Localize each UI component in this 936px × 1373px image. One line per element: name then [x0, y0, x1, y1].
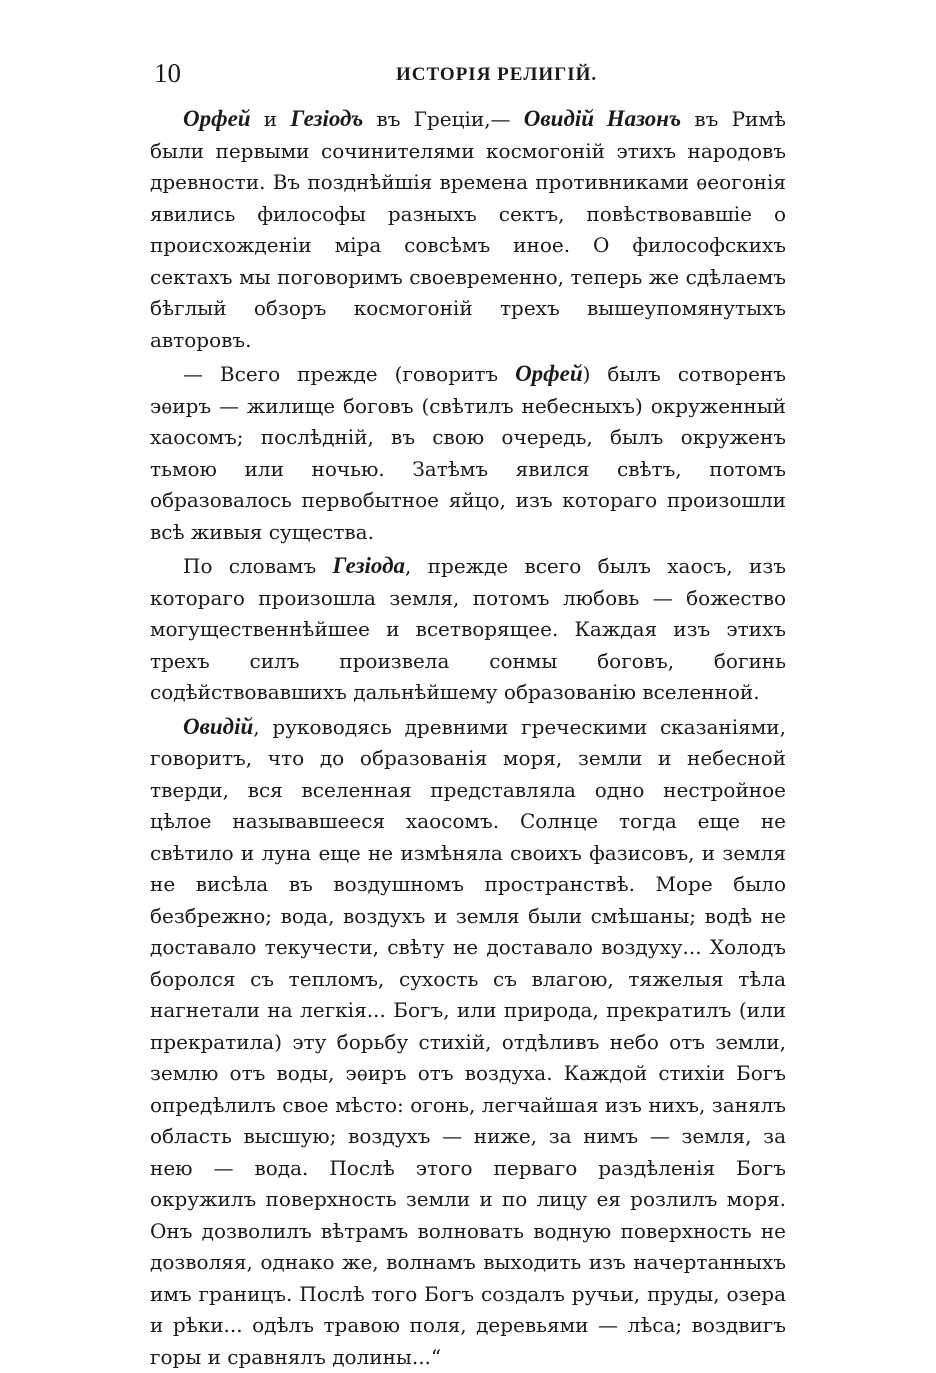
text-body — [150, 103, 786, 1373]
italic-name-ovid: Овидій — [183, 714, 253, 739]
paragraph-1: Орфей и Гезіодъ въ Греціи,— Овидій Назонъ въ Римѣ были первыми сочинителями космогоній этихъ народовъ древности. Въ позднѣйшія времена противниками ѳеогонія явились философы разныхъ сектъ, повѣствовавшіе о происхожденіи міра совсѣмъ иное. О философскихъ сектахъ мы поговоримъ своевременно, теперь же сдѣлаемъ бѣглый обзоръ космогоній трехъ вышеупомянутыхъ авторовъ. — [150, 103, 786, 356]
paragraph-text: въ Греціи,— — [363, 107, 524, 131]
paragraph-text: По словамъ — [183, 554, 332, 578]
italic-name-orpheus: Орфей — [515, 361, 583, 386]
italic-name-hesiod: Гезіодъ — [290, 106, 363, 131]
page-number: 10 — [154, 58, 181, 89]
paragraph-text: въ Римѣ были первыми сочинителями космогоній этихъ народовъ древности. Въ позднѣйшія времена противниками ѳеогонія явились философы разныхъ сектъ, повѣствовавшіе о происхожденіи міра совсѣмъ иное. О философскихъ сектахъ мы поговоримъ своевременно, теперь же сдѣлаемъ бѣглый обзоръ космогоній трехъ вышеупомянутыхъ авторовъ. — [150, 107, 786, 352]
paragraph-text: , прежде всего былъ хаосъ, изъ котораго произошла земля, потомъ любовь — божество могущественнѣйшее и всетворящее. Каждая изъ этихъ трехъ силъ произвела сонмы боговъ, богинь содѣйствовавшихъ дальнѣйшему образованію вселенной. — [150, 554, 786, 704]
italic-name-orpheus: Орфей — [183, 106, 251, 131]
paragraph-text: ) былъ сотворенъ эѳиръ — жилище боговъ (свѣтилъ небесныхъ) окруженный хаосомъ; послѣдній, въ свою очередь, былъ окруженъ тьмою или ночью. Затѣмъ явился свѣтъ, потомъ образовалось первобытное яйцо, изъ котораго произошли всѣ живыя существа. — [150, 362, 786, 544]
paragraph-text: — Всего прежде (говоритъ — [183, 362, 515, 386]
paragraph-4 — [150, 711, 786, 1373]
italic-name-hesiod: Гезіода — [332, 553, 405, 578]
paragraph-3 — [150, 550, 786, 709]
italic-name-ovid-naso: Овидій Назонъ — [524, 106, 681, 131]
paragraph-2 — [150, 358, 786, 548]
running-title: ИСТОРІЯ РЕЛИГІЙ. — [396, 64, 597, 86]
page-header — [150, 58, 790, 92]
paragraph-text: , руководясь древними греческими сказаніями, говоритъ, что до образованія моря, земли и небесной тверди, вся вселенная представляла одно нестройное цѣлое называвшееся хаосомъ. Солнце тогда еще не свѣтило и луна еще не измѣняла своихъ фазисовъ, и земля не висѣла въ воздушномъ пространствѣ. Море было безбрежно; вода, воздухъ и земля были смѣшаны; водѣ не доставало текучести, свѣту не доставало воздуху... Холодъ боролся съ тепломъ, сухость съ влагою, тяжелыя тѣла нагнетали на легкія... Богъ, или природа, прекратилъ (или прекратила) эту борьбу стихій, отдѣливъ небо отъ земли, землю отъ воды, эѳиръ отъ воздуха. Каждой стихіи Богъ опредѣлилъ свое мѣсто: огонь, легчайшая изъ нихъ, занялъ область высшую; воздухъ — ниже, за нимъ — земля, за нею — вода. Послѣ этого перваго раздѣленія Богъ окружилъ поверхность земли и по лицу ея розлилъ моря. Онъ дозволилъ вѣтрамъ волновать водную поверхность не дозволяя, однако же, волнамъ выходить изъ начертанныхъ имъ границъ. Послѣ того Богъ создалъ ручьи, пруды, озера и рѣки... одѣлъ травою поля, деревьями — лѣса; воздвигъ горы и сравнялъ долины...“ — [150, 715, 786, 1369]
